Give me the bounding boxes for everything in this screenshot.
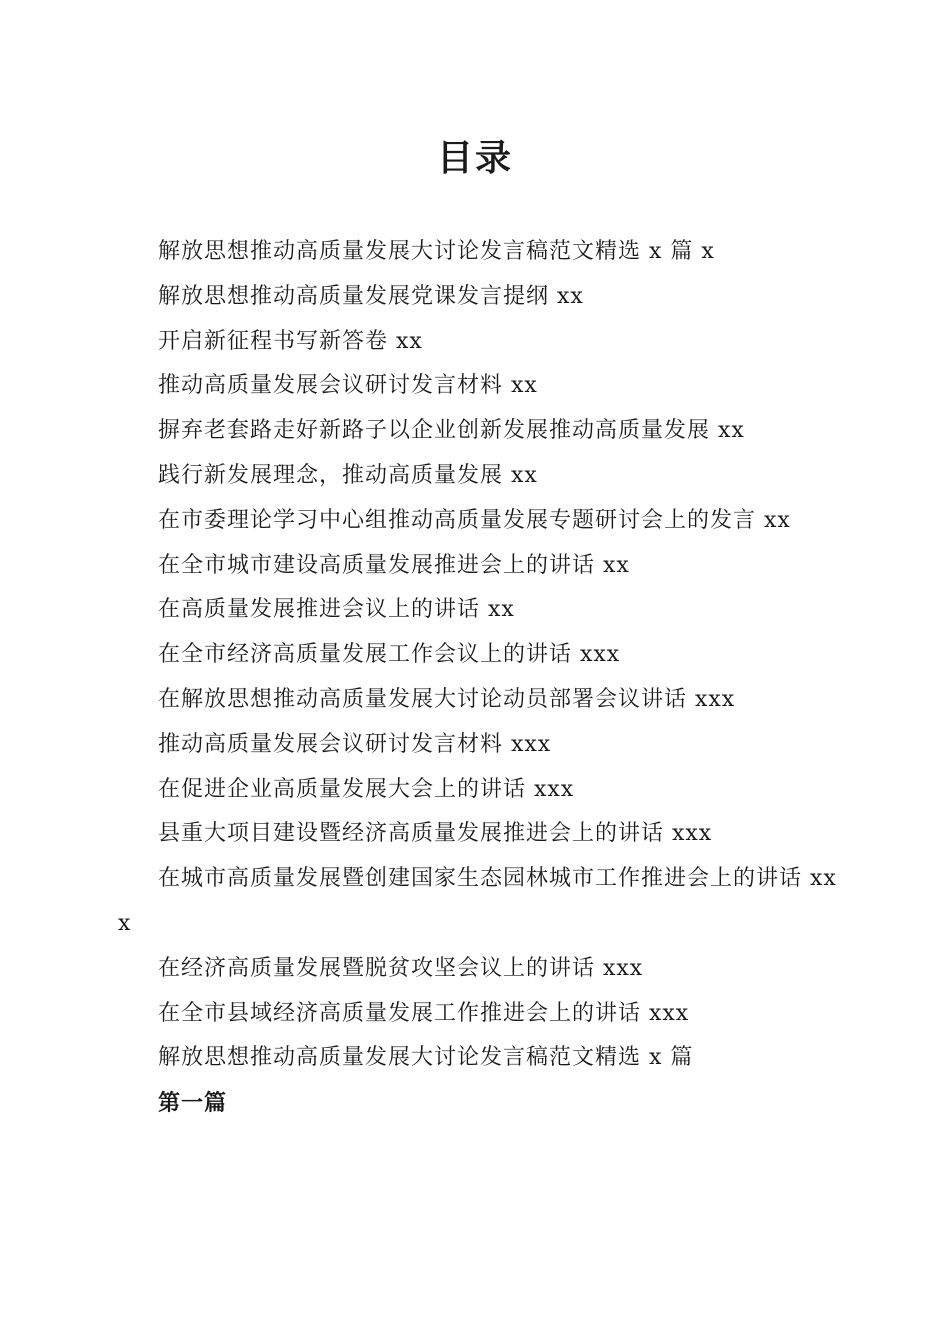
toc-entry: 摒弃老套路走好新路子以企业创新发展推动高质量发展 xx	[158, 418, 745, 444]
toc-entry: 践行新发展理念，推动高质量发展 xx	[158, 462, 538, 488]
toc-entry: 在全市经济高质量发展工作会议上的讲话 xxx	[158, 642, 621, 668]
toc-entry: 县重大项目建设暨经济高质量发展推进会上的讲话 xxx	[158, 821, 713, 847]
toc-entry: 在经济高质量发展暨脱贫攻坚会议上的讲话 xxx	[158, 955, 644, 981]
toc-entry: 在促进企业高质量发展大会上的讲话 xxx	[158, 776, 575, 802]
toc-entry: 在全市县域经济高质量发展工作推进会上的讲话 xxx	[158, 1000, 690, 1026]
toc-entry: 解放思想推动高质量发展大讨论发言稿范文精选 x 篇	[158, 1045, 694, 1071]
toc-entry: 在市委理论学习中心组推动高质量发展专题研讨会上的发言 xx	[158, 507, 791, 533]
toc-entry: 推动高质量发展会议研讨发言材料 xx	[158, 373, 538, 399]
toc-entry: 在解放思想推动高质量发展大讨论动员部署会议讲话 xxx	[158, 686, 736, 712]
toc-entry: 在城市高质量发展暨创建国家生态园林城市工作推进会上的讲话 xxx	[118, 866, 837, 936]
toc-entry: 在全市城市建设高质量发展推进会上的讲话 xx	[158, 552, 630, 578]
toc-entry: 解放思想推动高质量发展大讨论发言稿范文精选 x 篇 x	[158, 239, 715, 264]
section-heading: 第一篇	[158, 1090, 228, 1117]
page-title: 目录	[436, 137, 513, 179]
toc-entry: 在高质量发展推进会议上的讲话 xx	[158, 597, 515, 623]
table-of-contents	[118, 230, 838, 1126]
toc-entry: 开启新征程书写新答卷 xx	[158, 328, 423, 354]
toc-entry: 推动高质量发展会议研讨发言材料 xxx	[158, 731, 552, 757]
toc-entry: 解放思想推动高质量发展党课发言提纲 xx	[158, 283, 584, 309]
